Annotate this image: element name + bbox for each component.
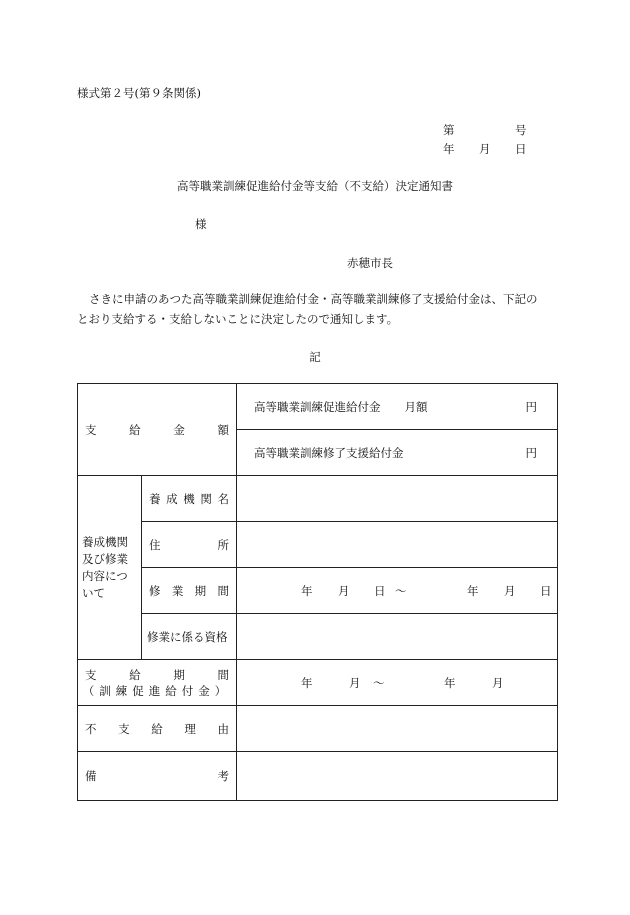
issuer: 赤穂市長 xyxy=(347,256,393,270)
amount-row2-unit: 円 xyxy=(525,445,537,460)
amount-row1-text: 高等職業訓練促進給付金 xyxy=(254,399,381,414)
ki-heading: 記 xyxy=(309,350,321,364)
label-char: 修 xyxy=(149,583,161,598)
amount-row2-text: 高等職業訓練修了支援給付金 xyxy=(254,445,404,460)
period-year-1: 年 xyxy=(301,583,313,598)
training-group-label: 養成機関及び修業内容について xyxy=(82,534,128,600)
label-char: 間 xyxy=(217,583,229,598)
pay-year-2: 年 xyxy=(444,675,456,690)
nonpay-label-cell xyxy=(78,706,237,752)
date-month: 月 xyxy=(479,142,491,156)
label-char: 理 xyxy=(184,721,196,736)
doc-number-suffix: 号 xyxy=(515,123,527,137)
pay-tilde: ～ xyxy=(373,675,385,690)
label-char: 名 xyxy=(217,491,229,506)
label-char: 不 xyxy=(85,721,97,736)
label-char: 金 xyxy=(173,422,185,437)
address-value-cell[interactable] xyxy=(237,522,558,568)
label-char: 支 xyxy=(85,667,97,682)
label-char: 支 xyxy=(118,721,130,736)
period-day-2: 日 xyxy=(540,583,552,598)
label-char: 業 xyxy=(171,583,184,598)
pay-period-value-cell[interactable] xyxy=(237,660,558,706)
label-char: 由 xyxy=(217,721,229,736)
period-month-1: 月 xyxy=(338,583,350,598)
label-char: 給 xyxy=(129,667,141,682)
label-char: 備 xyxy=(85,769,97,783)
label-char: 養 xyxy=(149,491,161,506)
label-char: 給 xyxy=(129,422,141,437)
form-number: 様式第２号(第９条関係) xyxy=(77,86,201,100)
qualification-value-cell[interactable] xyxy=(237,614,558,660)
period-day-1: 日 xyxy=(374,583,386,598)
document-title: 高等職業訓練促進給付金等支給（不支給）決定通知書 xyxy=(177,179,453,193)
amount-label xyxy=(78,422,236,438)
qualification-label: 修業に係る資格 xyxy=(147,629,228,644)
pay-period-sublabel: （訓練促進給付金） xyxy=(82,683,232,698)
period-label-cell xyxy=(142,568,237,614)
label-char: 給 xyxy=(151,721,163,736)
label-char: 考 xyxy=(217,769,229,783)
doc-number-prefix: 第 xyxy=(443,123,455,137)
label-char: 期 xyxy=(173,667,185,682)
amount-row2-cell xyxy=(237,430,558,476)
remarks-label-cell xyxy=(78,752,237,801)
label-char: 間 xyxy=(217,667,229,682)
institution-value-cell[interactable] xyxy=(237,476,558,522)
qualification-label-cell xyxy=(142,614,237,660)
remarks-value-cell[interactable] xyxy=(237,752,558,801)
address-label-cell xyxy=(142,522,237,568)
amount-row1-cell xyxy=(237,384,558,430)
label-char: 支 xyxy=(85,422,97,437)
amount-label-cell xyxy=(78,384,237,476)
label-char: 額 xyxy=(217,422,229,437)
period-value-cell[interactable] xyxy=(237,568,558,614)
pay-month-2: 月 xyxy=(492,675,504,690)
label-char: 所 xyxy=(217,537,229,552)
label-char: 関 xyxy=(200,491,212,506)
date-day: 日 xyxy=(515,142,527,156)
training-group-label-cell xyxy=(78,476,142,660)
amount-row1-unit: 円 xyxy=(525,399,537,414)
addressee-suffix: 様 xyxy=(195,217,207,231)
institution-label-cell xyxy=(142,476,237,522)
date-year: 年 xyxy=(443,142,455,156)
label-char: 住 xyxy=(149,537,161,552)
body-line-1: さきに申請のあつた高等職業訓練促進給付金・高等職業訓練修了支援給付金は、下記の xyxy=(89,292,538,306)
body-line-2: とおり支給する・支給しないことに決定したので通知します。 xyxy=(77,312,399,326)
pay-year-1: 年 xyxy=(301,675,313,690)
pay-period-label-cell xyxy=(78,660,237,706)
period-year-2: 年 xyxy=(467,583,479,598)
period-month-2: 月 xyxy=(504,583,516,598)
period-tilde: ～ xyxy=(395,583,407,598)
label-char: 期 xyxy=(194,583,207,598)
pay-month-1: 月 xyxy=(349,675,361,690)
label-char: 成 xyxy=(166,491,178,506)
label-char: 機 xyxy=(183,491,195,506)
notice-table xyxy=(77,383,558,801)
nonpay-value-cell[interactable] xyxy=(237,706,558,752)
amount-row1-monthly: 月額 xyxy=(404,399,428,414)
